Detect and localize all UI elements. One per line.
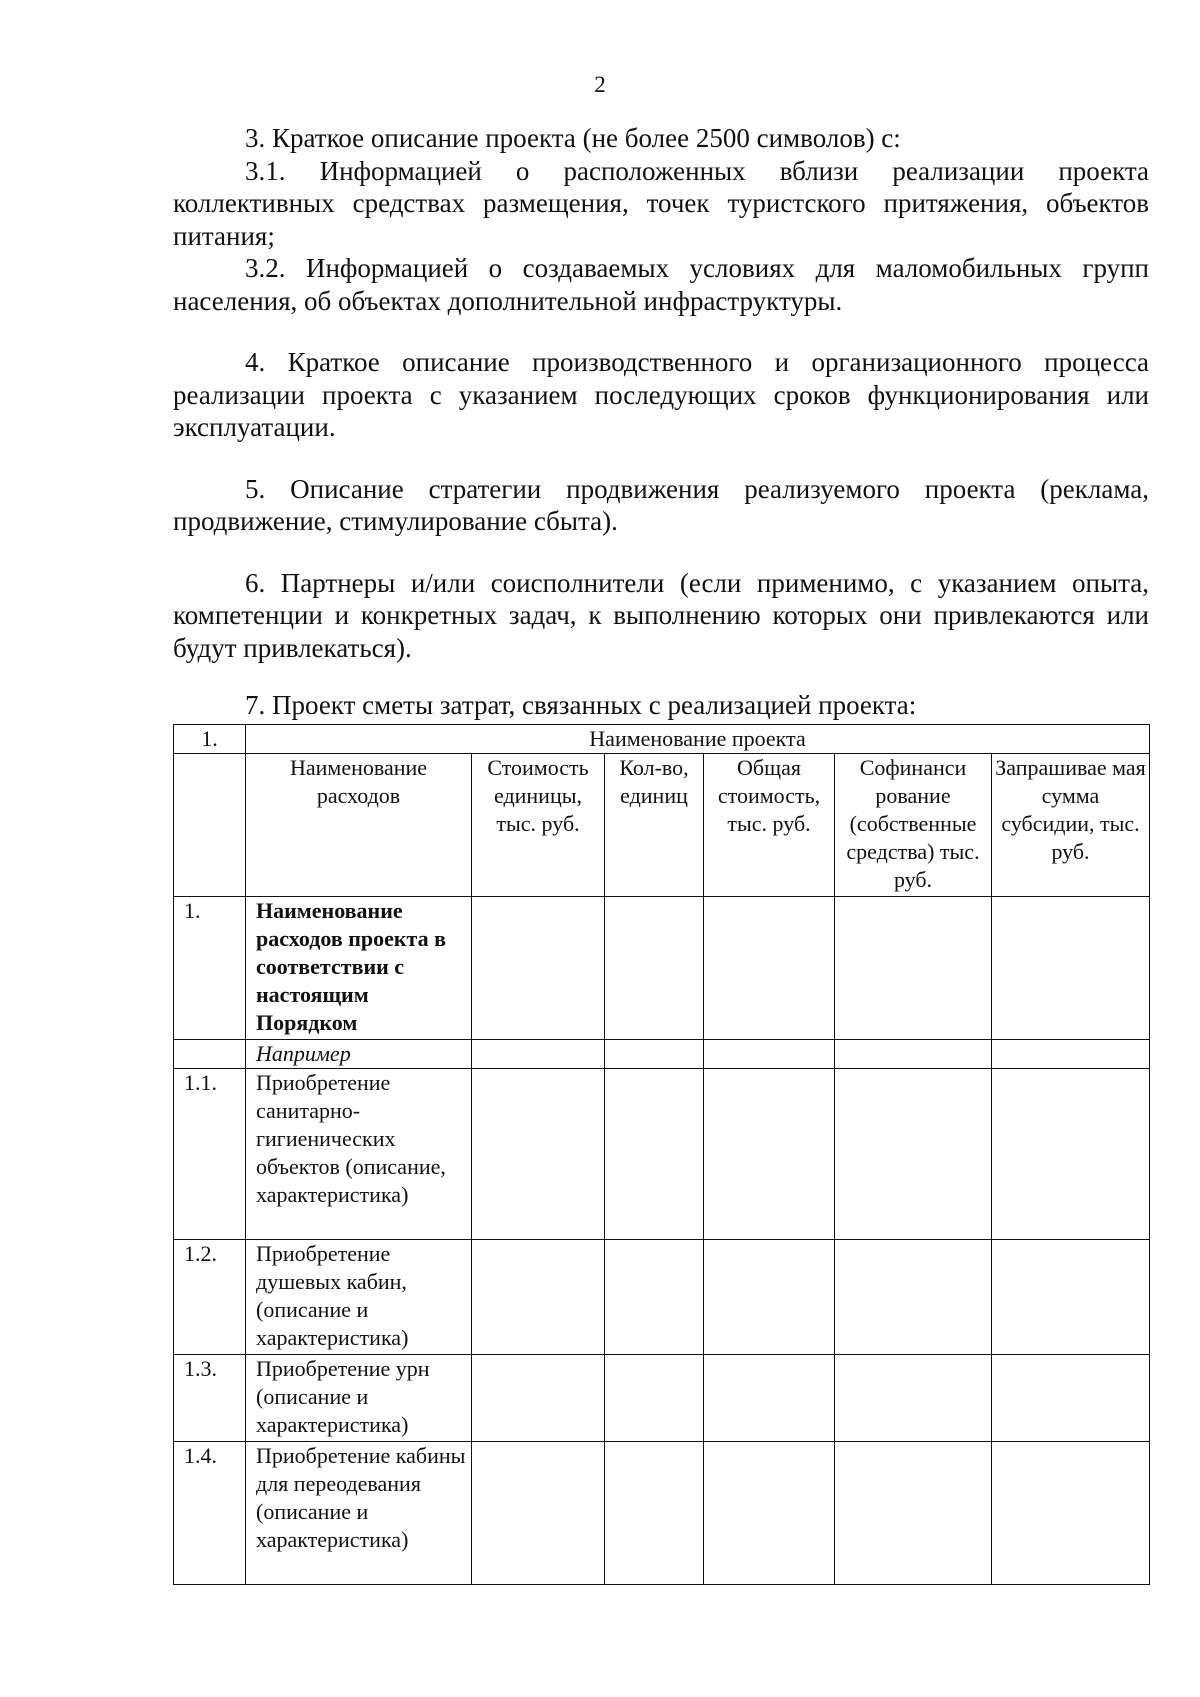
table-row — [174, 1069, 1150, 1240]
cell-cofinancing — [835, 1040, 992, 1069]
cell-total-cost — [704, 1355, 835, 1442]
paragraph-3: 3. Краткое описание проекта (не более 2500 символов) с: — [245, 123, 901, 153]
cell-unit-cost — [472, 1069, 605, 1240]
cell-subsidy — [992, 1240, 1150, 1355]
cost-estimate-table — [173, 724, 1150, 1585]
row-number: 1. — [174, 897, 246, 1040]
row-number: 1.2. — [174, 1240, 246, 1355]
paragraph-3-2: 3.2. Информацией о создаваемых условиях для маломобильных групп населения, об объектах дополнительной инфраструктуры. — [173, 253, 1149, 316]
example-label: Например — [246, 1040, 472, 1069]
cell-total-cost — [704, 897, 835, 1040]
cell-unit-cost — [472, 1442, 605, 1585]
paragraph-4: 4. Краткое описание производственного и организационного процесса реализации проекта с указанием последующих сроков функционирования или эксплуатации. — [173, 347, 1149, 442]
cell-unit-cost — [472, 1355, 605, 1442]
cell-cofinancing — [835, 897, 992, 1040]
cell-unit-cost — [472, 1040, 605, 1069]
page-number: 2 — [594, 72, 606, 97]
header-unit-cost: Стоимость единицы, тыс. руб. — [472, 754, 605, 897]
row-number — [174, 1040, 246, 1069]
title-number-cell: 1. — [174, 725, 246, 754]
row-expense-name: Приобретение душевых кабин, (описание и характеристика) — [246, 1240, 472, 1355]
cell-quantity — [605, 1040, 704, 1069]
row-expense-name: Приобретение санитарно-гигиенических объектов (описание, характеристика) — [246, 1069, 472, 1240]
cell-total-cost — [704, 1040, 835, 1069]
cell-cofinancing — [835, 1355, 992, 1442]
table-header-row — [174, 754, 1150, 897]
cell-unit-cost — [472, 1240, 605, 1355]
cell-subsidy — [992, 1069, 1150, 1240]
cell-subsidy — [992, 1040, 1150, 1069]
cell-total-cost — [704, 1442, 835, 1585]
cell-cofinancing — [835, 1069, 992, 1240]
cell-quantity — [605, 1355, 704, 1442]
paragraph-5: 5. Описание стратегии продвижения реализуемого проекта (реклама, продвижение, стимулирование сбыта). — [173, 473, 1149, 536]
cell-quantity — [605, 1442, 704, 1585]
cell-cofinancing — [835, 1240, 992, 1355]
row-number: 1.4. — [174, 1442, 246, 1585]
row-number: 1.1. — [174, 1069, 246, 1240]
document-body — [173, 122, 1149, 722]
paragraph-6: 6. Партнеры и/или соисполнители (если применимо, с указанием опыта, компетенции и конкретных задач, к выполнению которых они привлекаются или будут привлекаться). — [173, 567, 1149, 663]
table-row — [174, 1442, 1150, 1585]
cell-quantity — [605, 897, 704, 1040]
cell-cofinancing — [835, 1442, 992, 1585]
header-total-cost: Общая стоимость, тыс. руб. — [704, 754, 835, 897]
cell-quantity — [605, 1240, 704, 1355]
row-expense-name: Приобретение урн (описание и характеристика) — [246, 1355, 472, 1442]
cell-total-cost — [704, 1240, 835, 1355]
table-row — [174, 1355, 1150, 1442]
header-expense-name: Наименование расходов — [246, 754, 472, 897]
row-expense-name: Наименование расходов проекта в соответствии с настоящим Порядком — [246, 897, 472, 1040]
table-title-row — [174, 725, 1150, 754]
header-quantity: Кол-во, единиц — [605, 754, 704, 897]
header-empty-cell — [174, 754, 246, 897]
header-cofinancing: Софинанси рование (собственные средства) тыс. руб. — [835, 754, 992, 897]
table-row — [174, 1240, 1150, 1355]
example-row — [174, 1040, 1150, 1069]
paragraph-7: 7. Проект сметы затрат, связанных с реализацией проекта: — [245, 690, 917, 720]
paragraph-3-1: 3.1. Информацией о расположенных вблизи реализации проекта коллективных средствах размещения, точек туристского притяжения, объектов питания; — [173, 155, 1149, 251]
cell-total-cost — [704, 1069, 835, 1240]
cell-subsidy — [992, 1355, 1150, 1442]
row-number: 1.3. — [174, 1355, 246, 1442]
cell-quantity — [605, 1069, 704, 1240]
table-row — [174, 897, 1150, 1040]
project-name-cell: Наименование проекта — [246, 725, 1150, 754]
cell-subsidy — [992, 1442, 1150, 1585]
header-subsidy: Запрашивае мая сумма субсидии, тыс. руб. — [992, 754, 1150, 897]
row-expense-name: Приобретение кабины для переодевания (описание и характеристика) — [246, 1442, 472, 1585]
cell-subsidy — [992, 897, 1150, 1040]
cell-unit-cost — [472, 897, 605, 1040]
